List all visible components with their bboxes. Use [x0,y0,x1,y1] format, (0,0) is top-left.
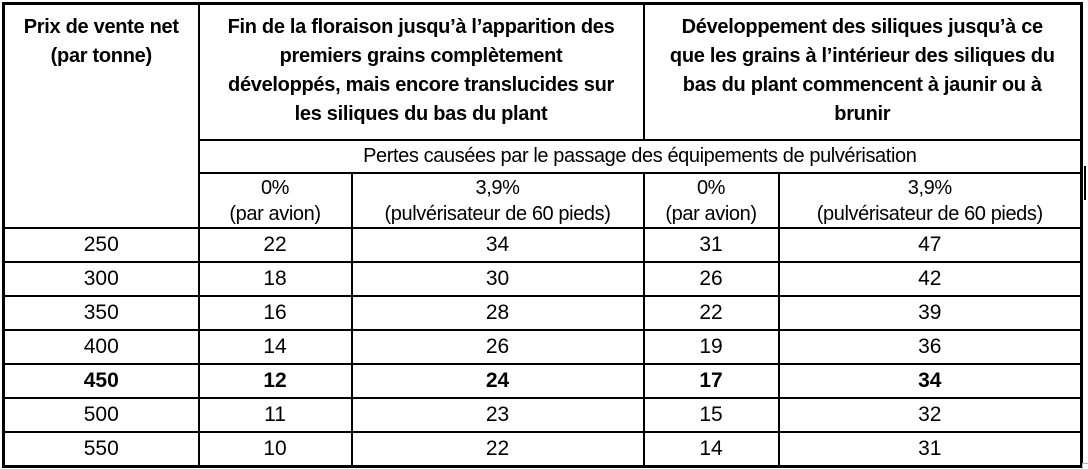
price-cell: 400 [4,330,199,364]
stage2-header [644,4,1082,141]
price-cell: 500 [4,398,199,432]
corner-artifact [1082,463,1088,469]
price-cell: 350 [4,296,199,330]
value-cell: 24 [352,364,644,398]
table-row [4,330,1082,364]
stage2-header-line2: que les grains à l’intérieur des siliques du [669,45,1055,67]
value-cell: 19 [644,330,779,364]
price-column-header [4,4,199,229]
subheader-3 [779,173,1082,228]
value-cell: 26 [352,330,644,364]
subheader-2-rate: 0% [696,176,726,199]
value-cell: 15 [644,398,779,432]
price-header-line1: Prix de vente net [23,16,179,38]
stage2-header-line3: bas du plant commencent à jaunir ou à [682,74,1042,96]
table-row-highlighted [4,364,1082,398]
value-cell: 34 [779,364,1082,398]
value-cell: 22 [199,228,352,262]
value-cell: 30 [352,262,644,296]
main-header-row [4,4,1082,141]
table-row [4,398,1082,432]
value-cell: 28 [352,296,644,330]
subheader-0-equipment: (par avion) [229,202,321,225]
price-cell: 300 [4,262,199,296]
losses-header: Pertes causées par le passage des équipements de pulvérisation [199,140,1082,173]
stage1-header [199,4,644,141]
subheader-0 [199,173,352,228]
value-cell: 12 [199,364,352,398]
subheader-2-equipment: (par avion) [665,202,757,225]
canola-spray-loss-table [2,2,1083,468]
price-cell: 450 [4,364,199,398]
value-cell: 31 [644,228,779,262]
table-row [4,296,1082,330]
subheader-1-equipment: (pulvérisateur de 60 pieds) [384,202,611,225]
value-cell: 39 [779,296,1082,330]
subheader-3-rate: 3,9% [907,176,952,199]
value-cell: 11 [199,398,352,432]
value-cell: 47 [779,228,1082,262]
stage1-header-line4: les siliques du bas du plant [294,103,548,125]
value-cell: 42 [779,262,1082,296]
table-row [4,228,1082,262]
value-cell: 14 [644,432,779,467]
table-row [4,432,1082,467]
stage1-header-line3: développés, mais encore translucides sur [228,74,614,96]
value-cell: 23 [352,398,644,432]
subheader-0-rate: 0% [260,176,290,199]
price-header-line2: (par tonne) [50,45,152,67]
value-cell: 34 [352,228,644,262]
value-cell: 26 [644,262,779,296]
value-cell: 22 [644,296,779,330]
cropped-adjacent-border-fragment [1084,166,1086,200]
price-cell: 550 [4,432,199,467]
value-cell: 18 [199,262,352,296]
value-cell: 22 [352,432,644,467]
stage1-header-line2: premiers grains complètement [279,45,563,67]
subheader-3-equipment: (pulvérisateur de 60 pieds) [816,202,1043,225]
subheader-1-rate: 3,9% [475,176,520,199]
stage2-header-line1: Développement des siliques jusqu’à ce [681,16,1043,38]
subheader-1 [352,173,644,228]
value-cell: 16 [199,296,352,330]
subheader-2 [644,173,779,228]
value-cell: 32 [779,398,1082,432]
value-cell: 17 [644,364,779,398]
table-row [4,262,1082,296]
value-cell: 14 [199,330,352,364]
value-cell: 31 [779,432,1082,467]
price-cell: 250 [4,228,199,262]
stage2-header-line4: brunir [834,103,891,125]
value-cell: 36 [779,330,1082,364]
stage1-header-line1: Fin de la floraison jusqu’à l’apparition des [227,16,615,38]
value-cell: 10 [199,432,352,467]
